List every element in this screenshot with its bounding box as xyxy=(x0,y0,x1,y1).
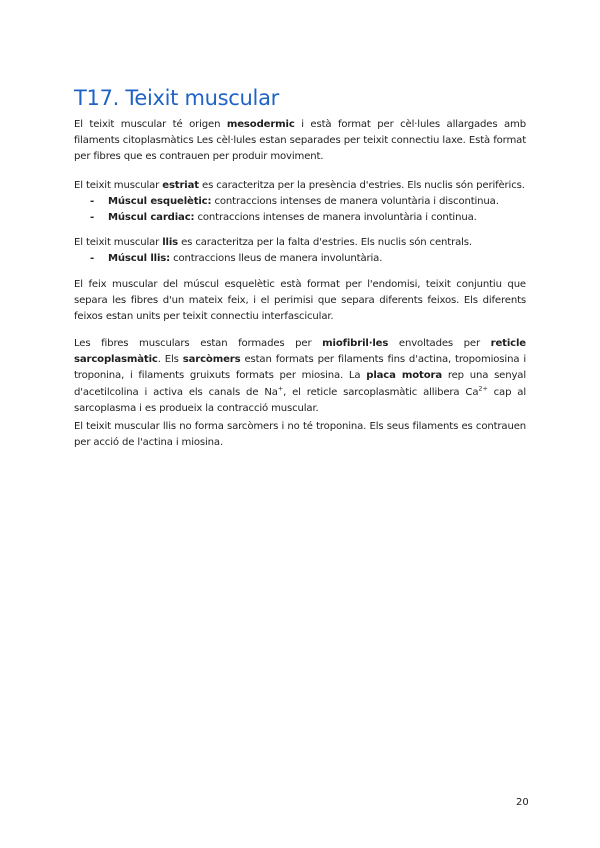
paragraph-smooth xyxy=(74,235,526,251)
text-run: cap al sarcoplasma i es produeix la contracció muscular. xyxy=(74,386,526,414)
text-run: contraccions lleus de manera involuntària. xyxy=(170,253,383,264)
term-skeletal-muscle: Múscul esquelètic: xyxy=(108,196,212,207)
term-cardiac-muscle: Múscul cardiac: xyxy=(108,212,195,224)
text-run: El teixit muscular xyxy=(74,237,163,248)
term-llis: llis xyxy=(162,237,179,248)
text-run: envoltades per xyxy=(388,338,491,349)
text-run: El teixit muscular xyxy=(74,180,163,191)
text-run: . Els xyxy=(157,354,183,366)
term-smooth-muscle: Múscul llis: xyxy=(108,253,171,264)
text-run: El teixit muscular té origen xyxy=(74,119,227,130)
text-run: es caracteritza per la falta d'estries. Els nuclis són centrals. xyxy=(178,237,472,248)
superscript-charge: + xyxy=(277,384,284,393)
list-item xyxy=(74,210,526,226)
text-run: contraccions intenses de manera involuntària i continua. xyxy=(194,212,477,224)
list-item xyxy=(74,251,526,267)
paragraph-muscle-fibers xyxy=(74,336,526,417)
term-mesodermic: mesodermic xyxy=(226,119,295,130)
text-run: i està format per cèl·lules allargades amb filaments citoplasmàtics Les cèl·lules estan separades per teixit connectiu laxe. Està format per fibres que es contrauen per produir moviment. xyxy=(74,119,526,163)
term-myofibrils: miofibril·les xyxy=(322,338,389,349)
paragraph-smooth-muscle-notes: El teixit muscular llis no forma sarcòmers i no té troponina. Els seus filaments es contrauen per acció de l'actina i miosina. xyxy=(74,421,526,449)
term-estriat: estriat xyxy=(162,180,199,191)
paragraph-intro xyxy=(74,117,526,166)
text-run: contraccions intenses de manera voluntària i discontinua. xyxy=(211,196,499,207)
dash-bullet: - xyxy=(90,253,95,264)
text-run: estan formats per filaments fins d'actina, tropomiosina i troponina, i filaments gruixuts formats per miosina. La xyxy=(74,354,526,382)
dash-bullet: - xyxy=(90,196,95,207)
bullet-list-striated xyxy=(74,194,526,226)
bullet-list-smooth xyxy=(74,251,526,267)
list-item xyxy=(74,194,526,210)
paragraph-muscle-bundle: El feix muscular del múscul esquelètic està format per l'endomisi, teixit conjuntiu que separa les fibres d'un mateix feix, i el perimisi que separa diferents feixos. Els diferents feixos estan units per teixit connectiu interfascicular. xyxy=(74,279,526,323)
text-run: rep una senyal d'acetilcolina i activa els canals de Na xyxy=(74,370,526,398)
page-title: T17. Teixit muscular xyxy=(74,86,279,110)
page-number: 20 xyxy=(516,797,529,808)
text-run: Les fibres musculars estan formades per xyxy=(74,338,323,349)
text-run: es caracteritza per la presència d'estries. Els nuclis són perifèrics. xyxy=(198,180,525,191)
term-sarcoplasmic-reticulum: reticle sarcoplasmàtic xyxy=(74,338,526,366)
text-run: , el reticle sarcoplasmàtic allibera Ca xyxy=(283,386,479,398)
term-motor-plate: placa motora xyxy=(366,370,443,382)
dash-bullet: - xyxy=(90,212,95,224)
paragraph-striated xyxy=(74,178,526,194)
superscript-charge: 2+ xyxy=(478,384,488,393)
term-sarcomeres: sarcòmers xyxy=(182,354,241,366)
